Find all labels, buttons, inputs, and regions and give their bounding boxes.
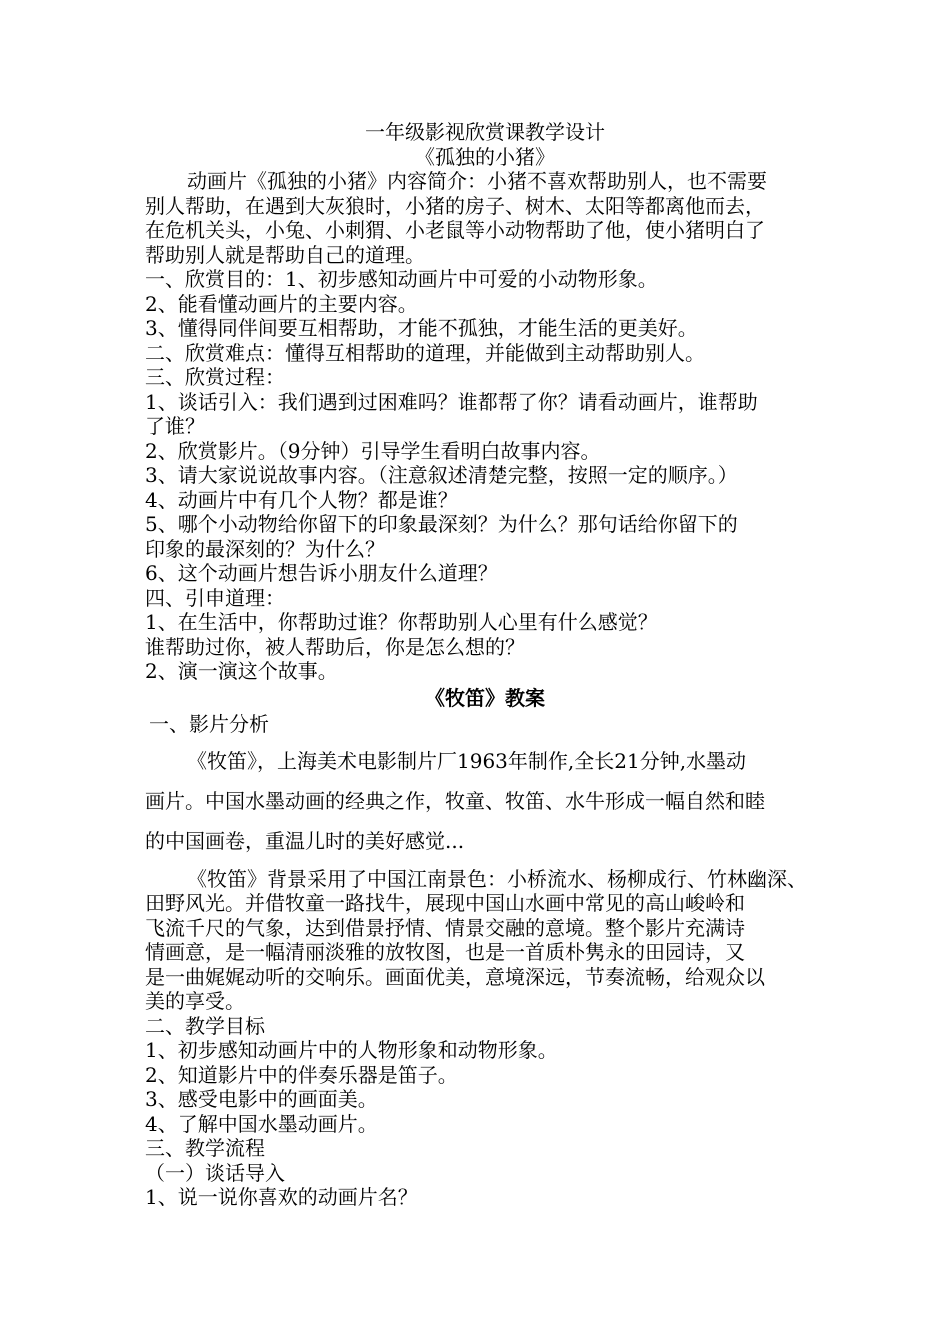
text-line: 5、哪个小动物给你留下的印象最深刻？为什么？那句话给你留下的: [145, 512, 738, 536]
text-line: 4、动画片中有几个人物？都是谁？: [145, 487, 458, 512]
text-line: 3、感受电影中的画面美。: [145, 1087, 378, 1111]
text-line: 了谁？: [145, 414, 205, 438]
text-line: 飞流千尺的气象，达到借景抒情、情景交融的意境。整个影片充满诗: [145, 915, 745, 940]
doc-subtitle: 《孤独的小猪》: [415, 144, 555, 169]
intro-line: 别人帮助，在遇到大灰狼时，小猪的房子、树木、太阳等都离他而去，: [145, 193, 765, 218]
text-line: 2、演一演这个故事。: [145, 659, 338, 683]
text-line: 3、懂得同伴间要互相帮助，才能不孤独，才能生活的更美好。: [145, 316, 698, 340]
intro-line: 动画片《孤独的小猪》内容简介：小猪不喜欢帮助别人，也不需要: [187, 169, 767, 193]
text-line: 四、引申道理：: [145, 585, 285, 610]
text-line: 4、了解中国水墨动画片。: [145, 1111, 378, 1136]
text-line: 2、能看懂动画片的主要内容。: [145, 291, 418, 316]
text-line: 6、这个动画片想告诉小朋友什么道理？: [145, 561, 498, 585]
text-line: 是一曲娓娓动听的交响乐。画面优美，意境深远，节奏流畅，给观众以: [145, 964, 765, 989]
intro-line: 在危机关头，小兔、小刺猬、小老鼠等小动物帮助了他，使小猪明白了: [145, 218, 765, 242]
text-line: 美的享受。: [145, 989, 245, 1013]
doc-title: 一年级影视欣赏课教学设计: [365, 120, 605, 144]
text-line: 画片。中国水墨动画的经典之作，牧童、牧笛、水牛形成一幅自然和睦: [145, 788, 765, 813]
text-line: 2、知道影片中的伴奏乐器是笛子。: [145, 1062, 458, 1087]
text-line: 1、说一说你喜欢的动画片名？: [145, 1185, 418, 1209]
text-line: 2、欣赏影片。（9分钟）引导学生看明白故事内容。: [145, 438, 601, 463]
teaching-goals: [145, 1014, 825, 1161]
analysis-paragraph: [145, 741, 825, 861]
lesson-steps: [145, 267, 825, 684]
text-line: 的中国画卷，重温儿时的美好感觉...: [145, 828, 465, 853]
text-line: 三、欣赏过程：: [145, 365, 285, 389]
text-line: 1、谈话引入：我们遇到过困难吗？谁都帮了你？请看动画片，谁帮助: [145, 389, 758, 414]
text-line: 情画意，是一幅清丽淡雅的放牧图，也是一首质朴隽永的田园诗，又: [145, 940, 745, 964]
text-line: 一、欣赏目的：1、初步感知动画片中可爱的小动物形象。: [145, 267, 658, 291]
background-paragraph: [145, 867, 825, 1014]
intro-paragraph: [145, 169, 825, 267]
doc-title-2: 《牧笛》教案: [425, 685, 545, 710]
text-line: 谁帮助过你，被人帮助后，你是怎么想的？: [145, 634, 525, 659]
text-line: 田野风光。并借牧童一路找牛，展现中国山水画中常见的高山峻岭和: [145, 891, 745, 915]
section-heading: 一、影片分析: [149, 712, 269, 736]
document-page: [145, 120, 825, 1210]
intro-line: 帮助别人就是帮助自己的道理。: [145, 242, 425, 267]
sub-heading: （一）谈话导入: [145, 1160, 285, 1185]
text-line: 1、在生活中，你帮助过谁？你帮助别人心里有什么感觉？: [145, 610, 658, 634]
text-line: 《牧笛》，上海美术电影制片厂1963年制作,全长21分钟,水墨动: [187, 748, 747, 773]
text-line: 3、请大家说说故事内容。（注意叙述清楚完整，按照一定的顺序。）: [145, 463, 738, 487]
text-line: 二、教学目标: [145, 1013, 265, 1038]
text-line: 印象的最深刻的？为什么？: [145, 536, 385, 561]
text-line: 1、初步感知动画片中的人物形象和动物形象。: [145, 1038, 558, 1062]
text-line: 二、欣赏难点：懂得互相帮助的道理，并能做到主动帮助别人。: [145, 340, 705, 365]
text-line: 三、教学流程: [145, 1136, 265, 1160]
text-line: 《牧笛》背景采用了中国江南景色：小桥流水、杨柳成行、竹林幽深、: [187, 866, 807, 891]
